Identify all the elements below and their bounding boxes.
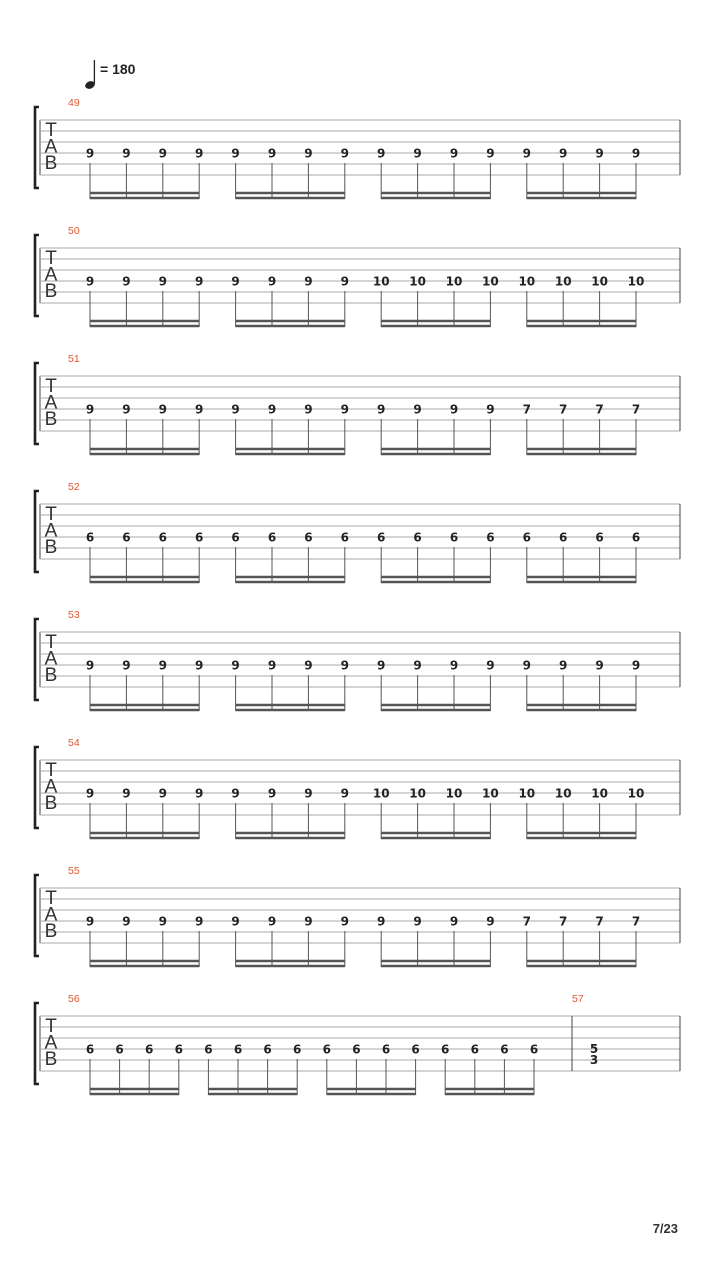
fret-number: 9 bbox=[85, 146, 95, 161]
fret-number: 6 bbox=[559, 530, 568, 545]
fret-number: 9 bbox=[559, 658, 568, 673]
fret-number: 9 bbox=[449, 658, 459, 673]
fret-number: 9 bbox=[195, 786, 204, 801]
fret-number: 10 bbox=[591, 786, 608, 801]
fret-number: 6 bbox=[122, 530, 131, 545]
fret-number: 9 bbox=[486, 402, 495, 417]
fret-number: 10 bbox=[554, 274, 572, 289]
fret-number: 7 bbox=[631, 402, 641, 417]
fret-number: 9 bbox=[522, 658, 531, 673]
fret-number: 6 bbox=[522, 530, 531, 545]
fret-number: 9 bbox=[486, 914, 495, 929]
fret-number: 6 bbox=[267, 530, 277, 545]
fret-number: 10 bbox=[482, 786, 499, 801]
fret-number: 7 bbox=[559, 914, 568, 929]
fret-number: 9 bbox=[340, 274, 349, 289]
tab-clef-letter: A bbox=[44, 136, 58, 158]
fret-number: 9 bbox=[158, 658, 167, 673]
measure-number: 54 bbox=[68, 737, 80, 749]
fret-number: 9 bbox=[595, 658, 604, 673]
staff-system bbox=[35, 225, 680, 327]
fret-number: 10 bbox=[409, 274, 426, 289]
tempo-label: = 180 bbox=[100, 61, 136, 77]
tab-clef-letter: B bbox=[44, 793, 58, 814]
tab-clef-letter: A bbox=[44, 392, 58, 414]
fret-number: 6 bbox=[158, 530, 167, 545]
measure-number: 56 bbox=[68, 993, 80, 1005]
fret-number: 6 bbox=[470, 1042, 479, 1057]
fret-number: 6 bbox=[377, 530, 386, 545]
fret-number: 10 bbox=[482, 274, 499, 289]
fret-number: 6 bbox=[352, 1042, 361, 1057]
tab-clef-letter: T bbox=[45, 120, 57, 141]
fret-number: 6 bbox=[413, 530, 422, 545]
fret-number: 9 bbox=[304, 402, 313, 417]
tab-clef-letter: T bbox=[45, 760, 57, 781]
fret-number: 9 bbox=[340, 786, 349, 801]
fret-number: 10 bbox=[591, 274, 608, 289]
tab-clef-letter: A bbox=[44, 264, 58, 286]
fret-number: 9 bbox=[413, 658, 422, 673]
fret-number: 9 bbox=[122, 146, 131, 161]
measure-number: 51 bbox=[68, 353, 80, 365]
fret-number: 9 bbox=[85, 914, 95, 929]
fret-number: 10 bbox=[445, 786, 463, 801]
tab-clef-letter: A bbox=[44, 648, 58, 670]
fret-number: 7 bbox=[522, 914, 531, 929]
tab-clef-letter: B bbox=[44, 409, 58, 430]
fret-number: 9 bbox=[340, 146, 349, 161]
system-bracket bbox=[35, 491, 39, 572]
fret-number: 10 bbox=[372, 786, 390, 801]
fret-number: 6 bbox=[486, 530, 495, 545]
system-bracket bbox=[35, 107, 39, 188]
fret-number: 9 bbox=[631, 658, 641, 673]
fret-number: 9 bbox=[195, 914, 204, 929]
fret-number: 9 bbox=[85, 274, 95, 289]
fret-number: 10 bbox=[627, 274, 645, 289]
fret-number: 6 bbox=[233, 1042, 243, 1057]
tab-clef-letter: B bbox=[44, 281, 58, 302]
staff-system bbox=[35, 97, 680, 199]
fret-number: 9 bbox=[158, 786, 167, 801]
fret-number: 6 bbox=[263, 1042, 272, 1057]
chord-fret-number: 5 bbox=[589, 1042, 599, 1056]
fret-number: 9 bbox=[304, 786, 313, 801]
fret-number: 10 bbox=[518, 786, 536, 801]
fret-number: 9 bbox=[122, 402, 131, 417]
fret-number: 6 bbox=[500, 1042, 509, 1057]
system-bracket bbox=[35, 875, 39, 956]
fret-number: 10 bbox=[409, 786, 426, 801]
fret-number: 9 bbox=[85, 786, 95, 801]
tab-clef-letter: B bbox=[44, 537, 58, 558]
fret-number: 6 bbox=[174, 1042, 183, 1057]
fret-number: 6 bbox=[595, 530, 604, 545]
tab-clef-letter: A bbox=[44, 1032, 58, 1054]
fret-number: 7 bbox=[595, 914, 604, 929]
tab-clef-letter: A bbox=[44, 776, 58, 798]
tab-clef-letter: B bbox=[44, 1049, 58, 1070]
fret-number: 9 bbox=[486, 658, 495, 673]
fret-number: 9 bbox=[377, 146, 386, 161]
fret-number: 9 bbox=[85, 402, 95, 417]
fret-number: 9 bbox=[122, 658, 131, 673]
fret-number: 9 bbox=[340, 658, 349, 673]
tab-clef-letter: A bbox=[44, 520, 58, 542]
staff-system bbox=[35, 353, 680, 455]
fret-number: 9 bbox=[231, 658, 240, 673]
fret-number: 9 bbox=[377, 402, 386, 417]
measure-number: 52 bbox=[68, 481, 80, 493]
fret-number: 9 bbox=[195, 402, 204, 417]
fret-number: 9 bbox=[267, 914, 277, 929]
fret-number: 9 bbox=[304, 146, 313, 161]
fret-number: 9 bbox=[413, 402, 422, 417]
fret-number: 9 bbox=[267, 786, 277, 801]
system-bracket bbox=[35, 747, 39, 828]
fret-number: 9 bbox=[158, 914, 167, 929]
fret-number: 6 bbox=[441, 1042, 450, 1057]
fret-number: 6 bbox=[195, 530, 204, 545]
system-bracket bbox=[35, 1003, 39, 1084]
fret-number: 7 bbox=[595, 402, 604, 417]
tab-clef-letter: T bbox=[45, 504, 57, 525]
fret-number: 10 bbox=[554, 786, 572, 801]
fret-number: 9 bbox=[85, 658, 95, 673]
fret-number: 9 bbox=[158, 146, 167, 161]
staff-system bbox=[35, 865, 680, 967]
tab-clef-letter: B bbox=[44, 153, 58, 174]
fret-number: 9 bbox=[158, 402, 167, 417]
fret-number: 9 bbox=[267, 402, 277, 417]
tab-clef-letter: B bbox=[44, 665, 58, 686]
fret-number: 9 bbox=[631, 146, 641, 161]
fret-number: 6 bbox=[340, 530, 349, 545]
fret-number: 6 bbox=[115, 1042, 124, 1057]
fret-number: 9 bbox=[486, 146, 495, 161]
tab-clef-letter: A bbox=[44, 904, 58, 926]
fret-number: 6 bbox=[293, 1042, 302, 1057]
fret-number: 9 bbox=[122, 786, 131, 801]
fret-number: 9 bbox=[195, 658, 204, 673]
fret-number: 9 bbox=[158, 274, 167, 289]
fret-number: 9 bbox=[231, 146, 240, 161]
measure-number: 53 bbox=[68, 609, 80, 621]
measure-number: 49 bbox=[68, 97, 80, 109]
fret-number: 9 bbox=[231, 402, 240, 417]
fret-number: 9 bbox=[267, 658, 277, 673]
fret-number: 7 bbox=[522, 402, 531, 417]
fret-number: 9 bbox=[304, 658, 313, 673]
fret-number: 9 bbox=[559, 146, 568, 161]
fret-number: 9 bbox=[304, 914, 313, 929]
fret-number: 6 bbox=[381, 1042, 391, 1057]
fret-number: 9 bbox=[195, 146, 204, 161]
fret-number: 9 bbox=[195, 274, 204, 289]
fret-number: 9 bbox=[122, 274, 131, 289]
fret-number: 9 bbox=[231, 274, 240, 289]
fret-number: 6 bbox=[631, 530, 641, 545]
fret-number: 6 bbox=[322, 1042, 331, 1057]
tab-clef-letter: T bbox=[45, 888, 57, 909]
fret-number: 9 bbox=[413, 914, 422, 929]
fret-number: 6 bbox=[85, 1042, 95, 1057]
staff-system bbox=[35, 481, 680, 583]
tab-clef-letter: B bbox=[44, 921, 58, 942]
fret-number: 7 bbox=[631, 914, 641, 929]
fret-number: 6 bbox=[85, 530, 95, 545]
fret-number: 6 bbox=[204, 1042, 213, 1057]
fret-number: 10 bbox=[518, 274, 536, 289]
fret-number: 9 bbox=[122, 914, 131, 929]
fret-number: 9 bbox=[377, 914, 386, 929]
page-number: 7/23 bbox=[652, 1221, 678, 1236]
fret-number: 9 bbox=[377, 658, 386, 673]
staff-system bbox=[35, 993, 680, 1095]
tab-clef-letter: T bbox=[45, 248, 57, 269]
system-bracket bbox=[35, 235, 39, 316]
tab-clef-letter: T bbox=[45, 376, 57, 397]
fret-number: 9 bbox=[231, 914, 240, 929]
fret-number: 6 bbox=[145, 1042, 154, 1057]
fret-number: 6 bbox=[304, 530, 313, 545]
system-bracket bbox=[35, 363, 39, 444]
measure-number: 55 bbox=[68, 865, 80, 877]
tab-clef-letter: T bbox=[45, 1016, 57, 1037]
measure-number: 50 bbox=[68, 225, 80, 237]
fret-number: 9 bbox=[413, 146, 422, 161]
staff-system bbox=[35, 737, 680, 839]
tab-clef-letter: T bbox=[45, 632, 57, 653]
fret-number: 9 bbox=[449, 146, 459, 161]
measure-number: 57 bbox=[572, 993, 584, 1005]
staff-system bbox=[35, 609, 680, 711]
fret-number: 9 bbox=[449, 914, 459, 929]
fret-number: 9 bbox=[449, 402, 459, 417]
fret-number: 7 bbox=[559, 402, 568, 417]
chord-fret-number: 3 bbox=[589, 1053, 599, 1067]
fret-number: 10 bbox=[372, 274, 390, 289]
fret-number: 6 bbox=[449, 530, 459, 545]
fret-number: 10 bbox=[445, 274, 463, 289]
fret-number: 9 bbox=[304, 274, 313, 289]
fret-number: 9 bbox=[595, 146, 604, 161]
fret-number: 10 bbox=[627, 786, 645, 801]
fret-number: 9 bbox=[267, 146, 277, 161]
fret-number: 6 bbox=[529, 1042, 539, 1057]
fret-number: 9 bbox=[340, 914, 349, 929]
fret-number: 9 bbox=[340, 402, 349, 417]
fret-number: 9 bbox=[267, 274, 277, 289]
fret-number: 6 bbox=[411, 1042, 420, 1057]
fret-number: 9 bbox=[522, 146, 531, 161]
fret-number: 6 bbox=[231, 530, 240, 545]
fret-number: 9 bbox=[231, 786, 240, 801]
system-bracket bbox=[35, 619, 39, 700]
